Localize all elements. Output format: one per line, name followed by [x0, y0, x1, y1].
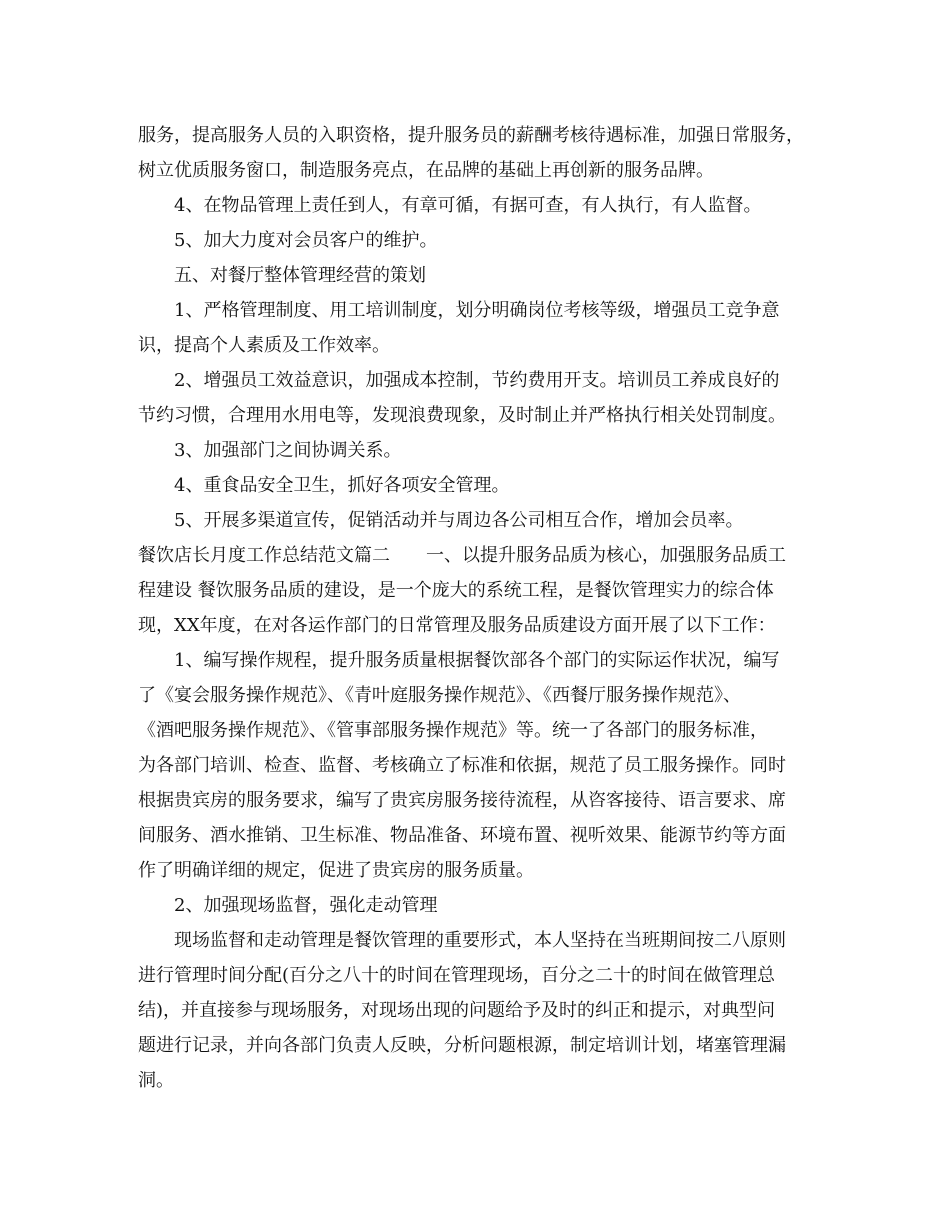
text-line: 作了明确详细的规定，促进了贵宾房的服务质量。	[138, 860, 534, 881]
text-line: 识，提高个人素质及工作效率。	[138, 335, 390, 356]
text-line: 间服务、酒水推销、卫生标准、物品准备、环境布置、视听效果、能源节约等方面	[138, 825, 786, 846]
text-line: 1、严格管理制度、用工培训制度，划分明确岗位考核等级，增强员工竞争意	[174, 300, 780, 321]
text-line: 根据贵宾房的服务要求，编写了贵宾房服务接待流程，从咨客接待、语言要求、席	[138, 790, 786, 811]
text-line: 树立优质服务窗口，制造服务亮点，在品牌的基础上再创新的服务品牌。	[138, 160, 714, 181]
section-heading: 2、加强现场监督，强化走动管理	[174, 895, 438, 916]
text-line: 1、编写操作规程，提升服务质量根据餐饮部各个部门的实际运作状况，编写	[174, 650, 780, 671]
text-line: 5、加大力度对会员客户的维护。	[174, 230, 438, 251]
text-line: 进行管理时间分配(百分之八十的时间在管理现场，百分之二十的时间在做管理总	[138, 965, 776, 986]
text-line: 服务，提高服务人员的入职资格，提升服务员的薪酬考核待遇标准，加强日常服务，	[138, 125, 804, 146]
text-line: 4、在物品管理上责任到人，有章可循，有据可查，有人执行，有人监督。	[174, 195, 762, 216]
text-line: 题进行记录，并向各部门负责人反映，分析问题根源，制定培训计划，堵塞管理漏	[138, 1035, 786, 1056]
section-heading: 五、对餐厅整体管理经营的策划	[174, 265, 426, 286]
text-line: 2、增强员工效益意识，加强成本控制，节约费用开支。培训员工养成良好的	[174, 370, 780, 391]
text-line: 为各部门培训、检查、监督、考核确立了标准和依据，规范了员工服务操作。同时	[138, 755, 786, 776]
text-line: 程建设 餐饮服务品质的建设，是一个庞大的系统工程，是餐饮管理实力的综合体	[138, 580, 774, 601]
text-line: 5、开展多渠道宣传，促销活动并与周边各公司相互合作，增加会员率。	[174, 510, 744, 531]
text-line: 洞。	[138, 1070, 174, 1091]
text-line: 《酒吧服务操作规范》、《管事部服务操作规范》等。统一了各部门的服务标准，	[138, 720, 768, 741]
text-line: 结)，并直接参与现场服务，对现场出现的问题给予及时的纠正和提示，对典型问	[138, 1000, 776, 1021]
text-line: 4、重食品安全卫生，抓好各项安全管理。	[174, 475, 510, 496]
document-body	[138, 118, 828, 1098]
text-line: 现场监督和走动管理是餐饮管理的重要形式，本人坚持在当班期间按二八原则	[174, 930, 786, 951]
text-line: 现，XX年度，在对各运作部门的日常管理及服务品质建设方面开展了以下工作：	[138, 615, 776, 636]
text-line: 节约习惯，合理用水用电等，发现浪费现象，及时制止并严格执行相关处罚制度。	[138, 405, 786, 426]
article-title-line: 餐饮店长月度工作总结范文篇二 一、以提升服务品质为核心，加强服务品质工	[138, 545, 786, 566]
text-line: 3、加强部门之间协调关系。	[174, 440, 402, 461]
text-line: 了《宴会服务操作规范》、《青叶庭服务操作规范》、《西餐厅服务操作规范》、	[138, 685, 741, 706]
